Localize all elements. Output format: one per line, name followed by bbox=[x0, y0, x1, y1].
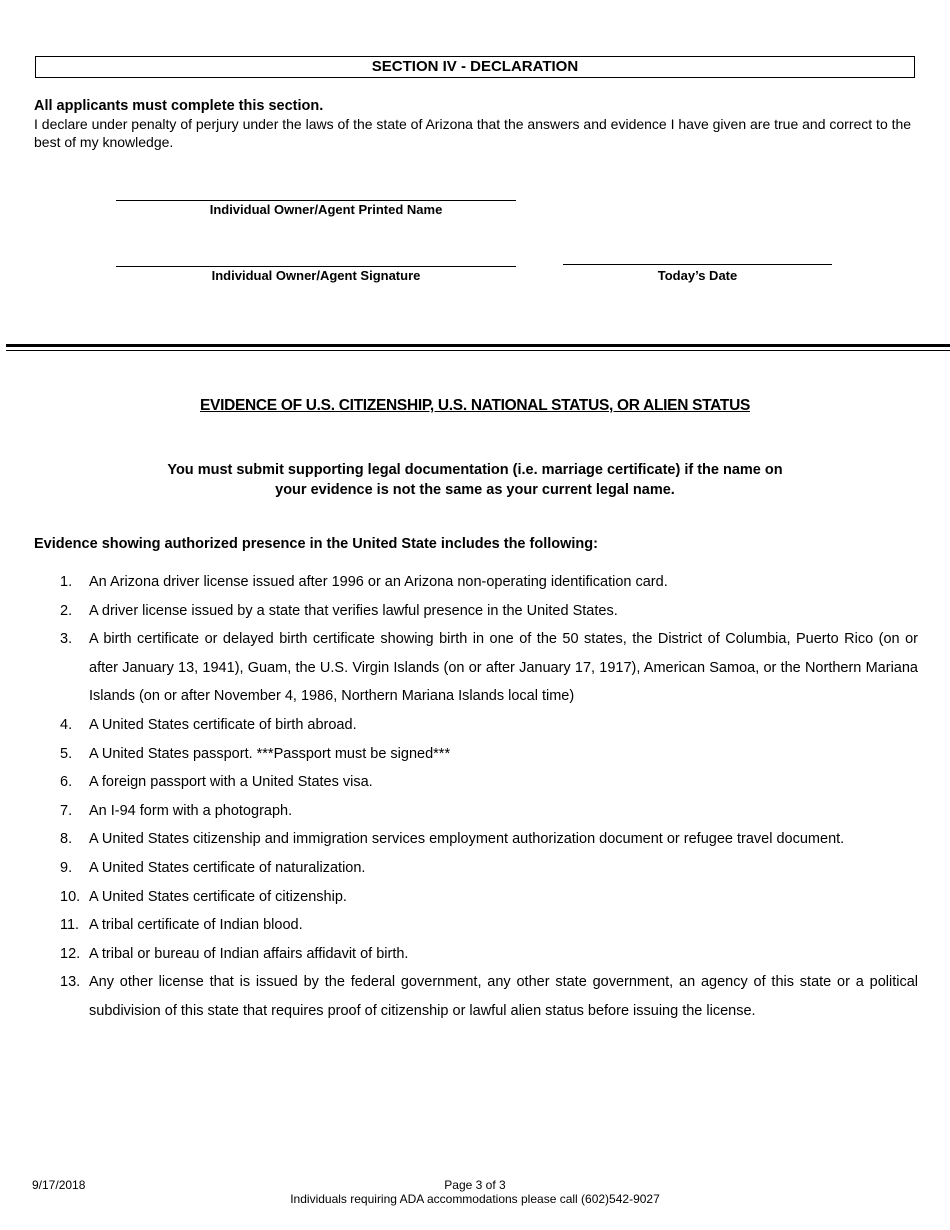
signature-line[interactable] bbox=[116, 266, 516, 267]
list-item bbox=[34, 711, 918, 740]
list-item-text: A United States certificate of birth abroad. bbox=[89, 716, 357, 733]
list-item-text: A driver license issued by a state that verifies lawful presence in the United States. bbox=[89, 602, 618, 619]
list-item-number: 10. bbox=[60, 888, 81, 905]
list-item-number: 3. bbox=[60, 631, 73, 648]
evidence-note: You must submit supporting legal documentation (i.e. marriage certificate) if the name on your evidence is not the same as your current legal name. bbox=[167, 462, 783, 498]
list-item bbox=[34, 940, 918, 969]
list-item bbox=[34, 854, 918, 883]
list-item bbox=[34, 568, 918, 597]
list-item bbox=[34, 625, 918, 711]
date-label: Today’s Date bbox=[657, 268, 738, 283]
list-item bbox=[34, 797, 918, 826]
date-line[interactable] bbox=[563, 264, 832, 265]
evidence-list bbox=[34, 568, 918, 1026]
list-item bbox=[34, 740, 918, 769]
list-item bbox=[34, 597, 918, 626]
declaration-instruction: All applicants must complete this section. bbox=[34, 98, 324, 114]
list-item-number: 4. bbox=[60, 716, 73, 733]
list-item-text: Any other license that is issued by the federal government, any other state government, an agency of this state or a political subdivision of this state that requires proof of citizenship or lawful alien status before issuing the license. bbox=[89, 974, 918, 1019]
list-item-number: 9. bbox=[60, 859, 73, 876]
list-item-text: A United States citizenship and immigration services employment authorization document or refugee travel document. bbox=[89, 831, 845, 848]
list-item-text: An I-94 form with a photograph. bbox=[89, 802, 293, 819]
printed-name-label: Individual Owner/Agent Printed Name bbox=[209, 202, 443, 217]
list-item-number: 5. bbox=[60, 745, 73, 762]
list-item-number: 11. bbox=[60, 917, 80, 934]
list-item-number: 13. bbox=[60, 974, 81, 991]
list-item-text: A tribal certificate of Indian blood. bbox=[89, 917, 303, 934]
list-item bbox=[34, 768, 918, 797]
list-item-number: 2. bbox=[60, 602, 73, 619]
printed-name-line[interactable] bbox=[116, 200, 516, 201]
list-item bbox=[34, 883, 918, 912]
list-item-number: 8. bbox=[60, 831, 73, 848]
section-divider-thin bbox=[6, 350, 950, 351]
list-item-number: 1. bbox=[60, 574, 73, 590]
signature-label: Individual Owner/Agent Signature bbox=[211, 268, 421, 283]
list-item-text: An Arizona driver license issued after 1996 or an Arizona non-operating identification card. bbox=[89, 574, 668, 590]
section-title: SECTION IV - DECLARATION bbox=[35, 56, 915, 78]
list-item bbox=[34, 911, 918, 940]
declaration-statement: I declare under penalty of perjury under the laws of the state of Arizona that the answers and evidence I have given are true and correct to the best of my knowledge. bbox=[34, 116, 912, 150]
list-item bbox=[34, 825, 918, 854]
list-item-text: A birth certificate or delayed birth certificate showing birth in one of the 50 states, the District of Columbia, Puerto Rico (on or after January 13, 1941), Guam, the U.S. Virgin Islands (on or after January 17, 1917), American Samoa, or the Northern Mariana Islands (on or after November 4, 1986, Northern Mariana Islands local time) bbox=[89, 631, 918, 705]
evidence-title: EVIDENCE OF U.S. CITIZENSHIP, U.S. NATIONAL STATUS, OR ALIEN STATUS bbox=[200, 397, 750, 414]
list-item-text: A United States certificate of naturalization. bbox=[89, 859, 366, 876]
list-item bbox=[34, 968, 918, 1025]
ada-notice: Individuals requiring ADA accommodations please call (602)542-9027 bbox=[290, 1192, 660, 1206]
list-item-number: 7. bbox=[60, 802, 73, 819]
section-divider bbox=[6, 344, 950, 347]
list-item-text: A foreign passport with a United States visa. bbox=[89, 774, 373, 791]
page-number: Page 3 of 3 bbox=[444, 1178, 506, 1192]
list-item-text: A United States passport. ***Passport must be signed*** bbox=[89, 745, 451, 762]
evidence-subhead: Evidence showing authorized presence in the United State includes the following: bbox=[34, 536, 598, 552]
declaration-intro bbox=[34, 97, 914, 151]
footer-center bbox=[0, 1178, 950, 1206]
list-item-number: 6. bbox=[60, 774, 73, 791]
list-item-text: A tribal or bureau of Indian affairs affidavit of birth. bbox=[89, 945, 409, 962]
list-item-number: 12. bbox=[60, 945, 81, 962]
list-item-text: A United States certificate of citizenship. bbox=[89, 888, 347, 905]
footer-date: 9/17/2018 bbox=[32, 1178, 86, 1192]
